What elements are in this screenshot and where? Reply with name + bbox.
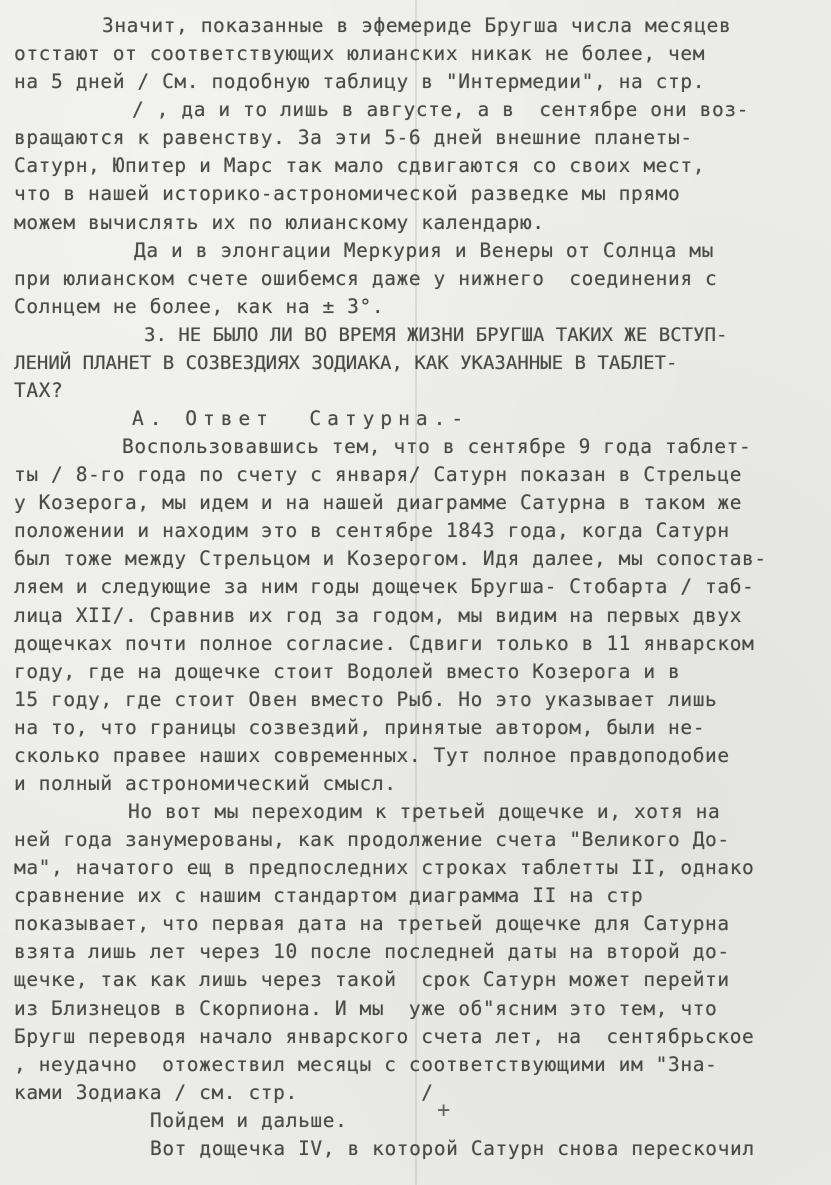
text-line: году, где на дощечке стоит Водолей вместо Козерога и в [14,660,681,683]
subsection-heading: А. Ответ Сатурна.- [132,407,470,430]
text-line: Пойдем и дальше. [150,1109,348,1132]
text-line: Солнцем не более, как на ± 3°. [14,295,385,318]
text-line: / , да и то лишь в августе, а в сентябре они воз- [132,98,749,121]
text-line: отстают от соответствующих юлианских никак не более, чем [14,42,706,65]
text-line: ляем и следующие за ним годы дощечек Бругша- Стобарта / таб- [14,575,755,598]
text-line: при юлианском счете ошибемся даже у нижнего соединения с [14,267,718,290]
text-line: Вот дощечка IV, в которой Сатурн снова перескочил [150,1137,755,1160]
text-line: сравнение их с нашим стандартом диаграмма II на стр [14,884,644,907]
text-line: Но вот мы переходим к третьей дощечке и, хотя на [128,800,721,823]
section-heading-line: ТАХ? [14,379,64,402]
text-line: положении и находим это в сентябре 1843 года, когда Сатурн [14,519,730,542]
text-line: дощечках почти полное согласие. Сдвиги только в 11 январском [14,632,755,655]
section-heading-line: ЛЕНИЙ ПЛАНЕТ В СОЗВЕЗДИЯХ ЗОДИАКА, КАК УКАЗАННЫЕ В ТАБЛЕТ- [14,352,678,374]
text-line: Воспользовавшись тем, что в сентябре 9 года таблет- [122,435,752,458]
text-line: показывает, что первая дата на третьей дощечке для Сатурна [14,912,730,935]
text-line: взята лишь лет через 10 после последней даты на второй до- [14,940,730,963]
text-line: можем вычислять их по юлианскому календарю. [14,211,545,234]
text-line: из Близнецов в Скорпиона. И мы уже об"ясним это тем, что [14,997,718,1020]
text-line: 15 году, где стоит Овен вместо Рыб. Но это указывает лишь [14,688,718,711]
text-line: ма", начатого ещ в предпоследних строках таблетты II, однако [14,856,755,879]
text-line: на то, что границы созвездий, принятые автором, были не- [14,716,706,739]
text-line: , неудачно отожествил месяцы с соответствующими им "Зна- [14,1053,718,1076]
text-line: щечке, так как лишь через такой срок Сатурн может перейти [14,968,730,991]
margin-cross-mark: + [437,1098,451,1123]
text-line: ками Зодиака / см. стр. / [14,1081,434,1104]
text-line: сколько правее наших современных. Тут полное правдоподобие [14,744,730,767]
text-line: ней года занумерованы, как продолжение счета "Великого До- [14,828,730,851]
text-line: лица XII/. Сравнив их год за годом, мы видим на первых двух [14,604,743,627]
text-line: Бругш переводя начало январского счета лет, на сентябрьское [14,1025,755,1048]
text-line: ты / 8-го года по счету с января/ Сатурн показан в Стрельце [14,463,743,486]
section-heading-line: 3. НЕ БЫЛО ЛИ ВО ВРЕМЯ ЖИЗНИ БРУГША ТАКИХ ЖЕ ВСТУП- [144,324,728,346]
text-line: Сатурн, Юпитер и Марс так мало сдвигаются со своих мест, [14,154,706,177]
text-line: и полный астрономический смысл. [14,772,397,795]
text-line: вращаются к равенству. За эти 5-6 дней внешние планеты- [14,126,693,149]
text-line: Значит, показанные в эфемериде Бругша числа месяцев [102,14,732,37]
text-line: что в нашей историко-астрономической разведке мы прямо [14,182,681,205]
text-line: у Козерога, мы идем и на нашей диаграмме Сатурна в таком же [14,491,743,514]
text-line: был тоже между Стрельцом и Козерогом. Идя далее, мы сопостав- [14,547,767,570]
text-line: Да и в элонгации Меркурия и Венеры от Солнца мы [134,239,714,262]
text-line: на 5 дней / См. подобную таблицу в "Интермедии", на стр. [14,70,706,93]
